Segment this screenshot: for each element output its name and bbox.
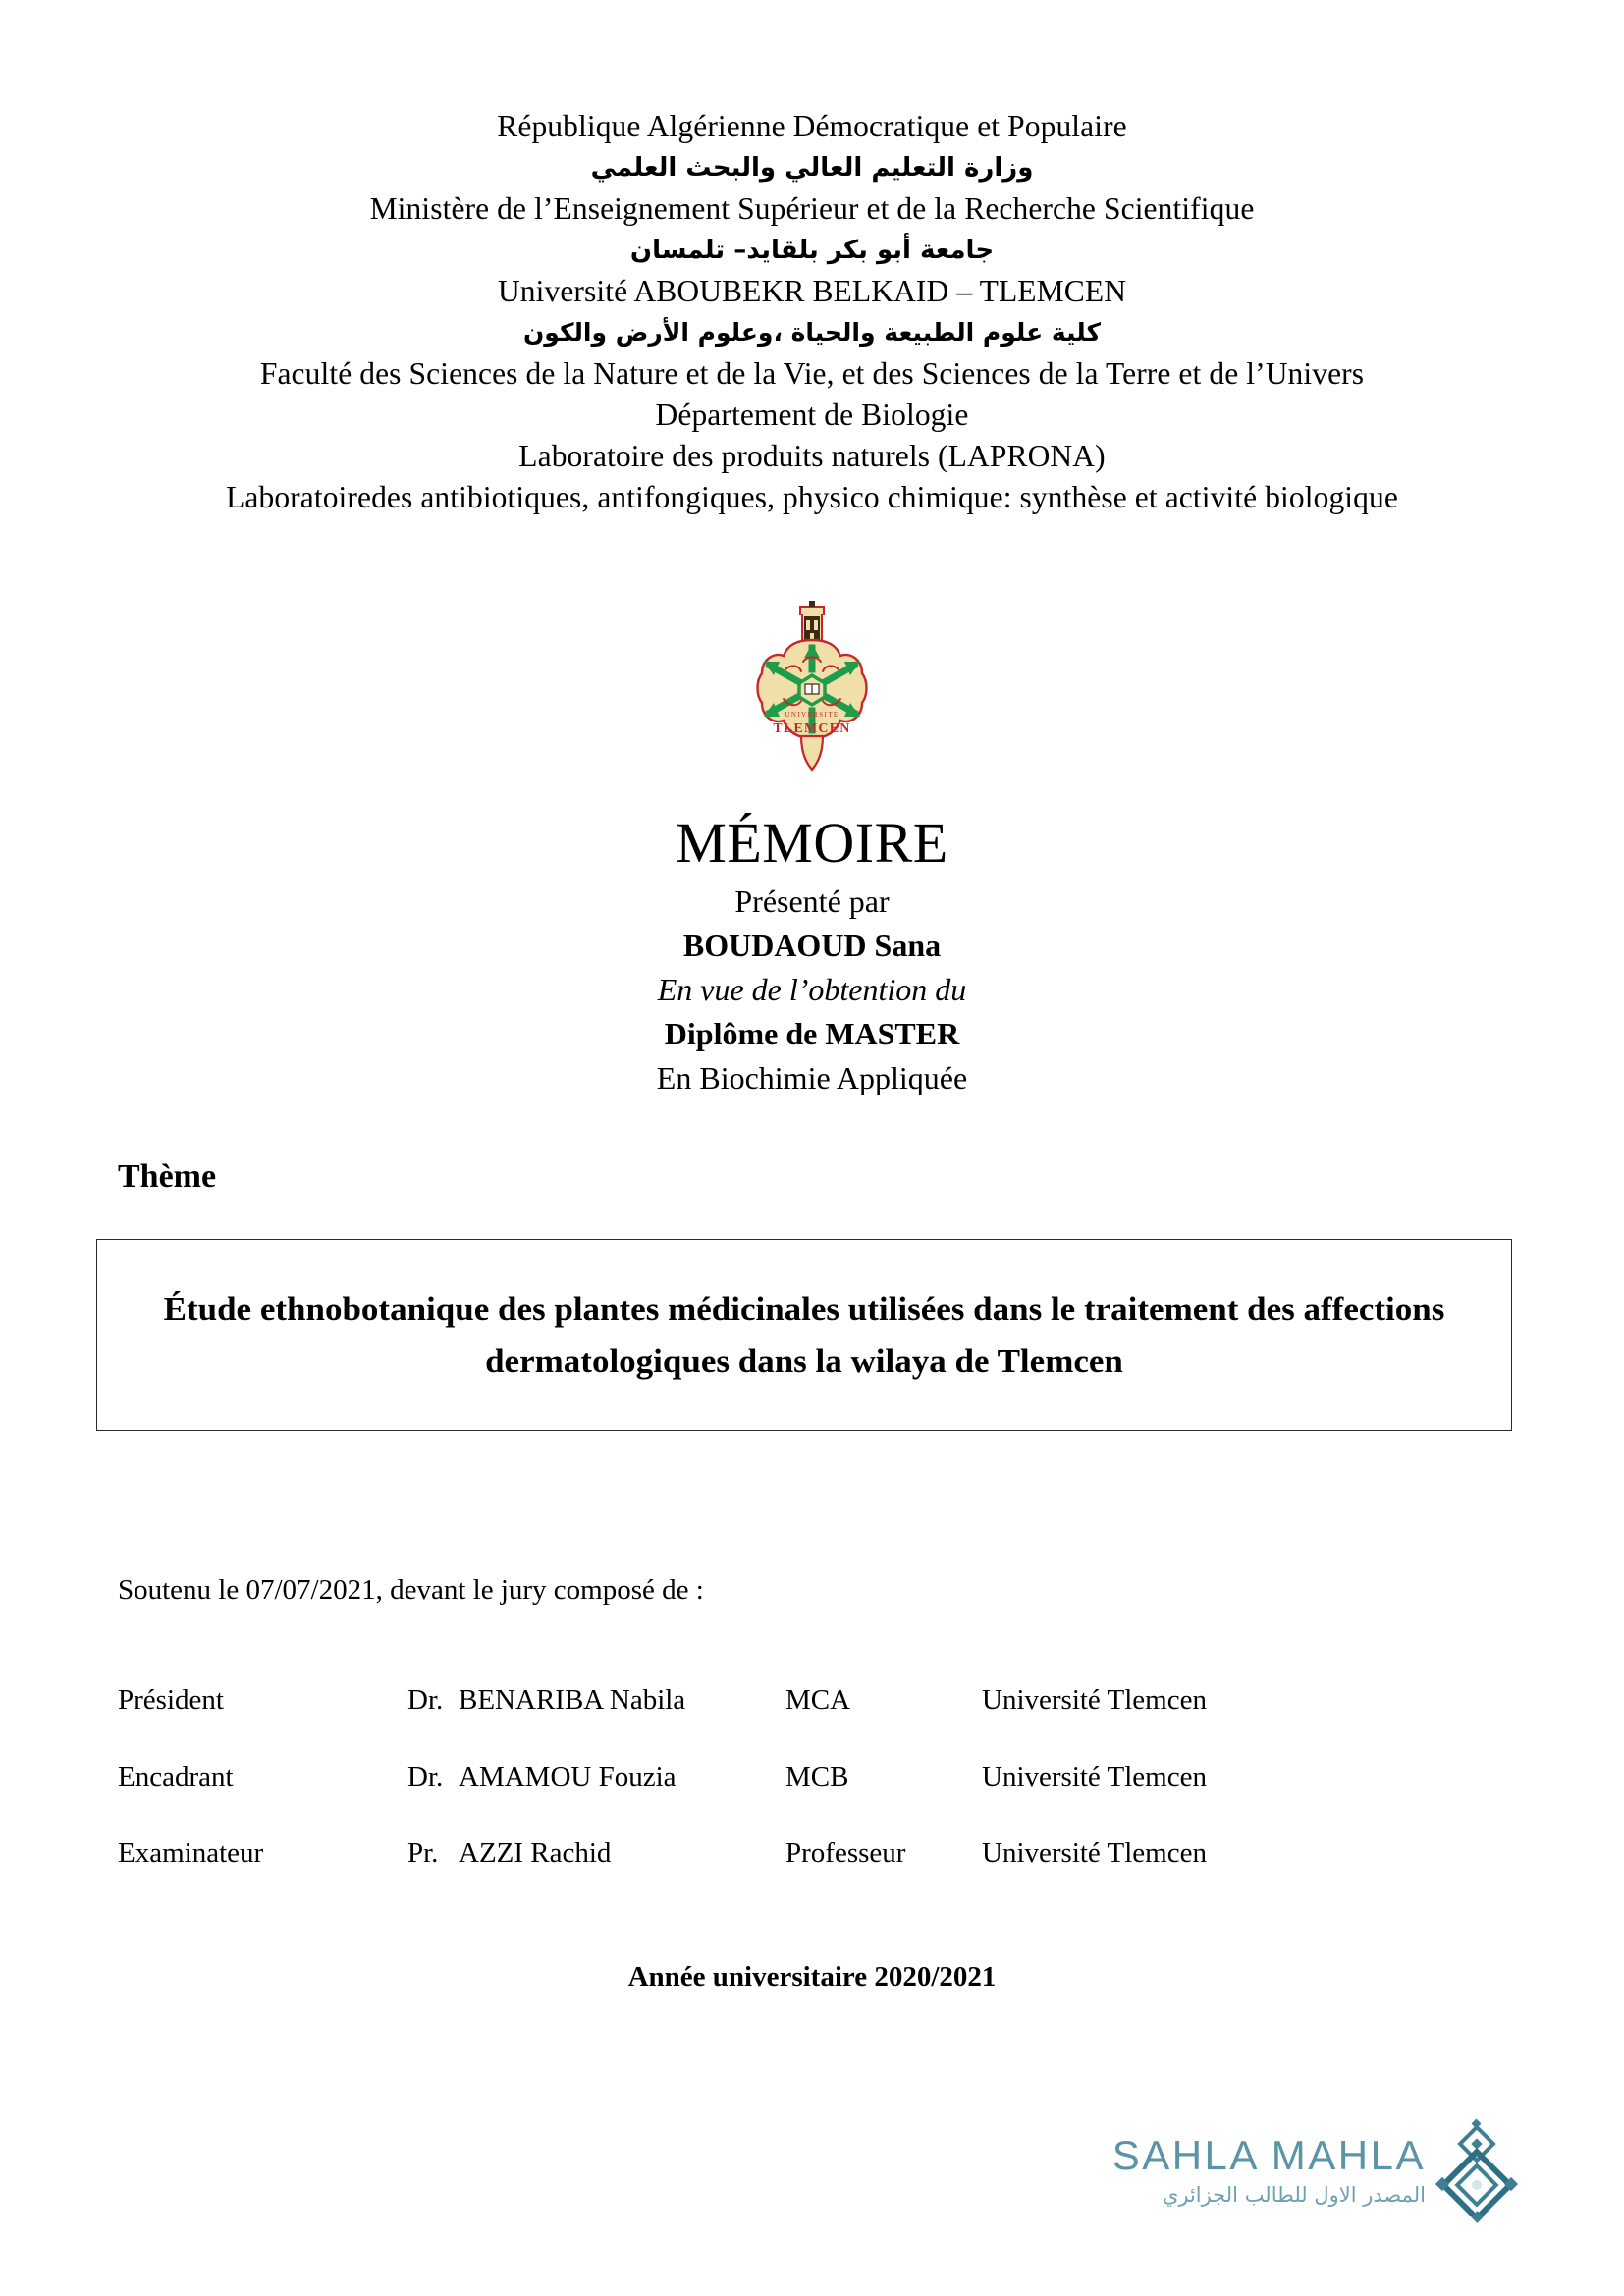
header-line-ministry-fr: Ministère de l’Enseignement Supérieur et de la Recherche Scientifique <box>369 191 1255 226</box>
jury-affiliation: Université Tlemcen <box>982 1684 1207 1716</box>
jury-list <box>118 1681 1394 1873</box>
jury-fullname: AMAMOU Fouzia <box>459 1761 677 1792</box>
header-line-department: Département de Biologie <box>655 398 969 432</box>
header-line-laboratory-antibiotics: Laboratoiredes antibiotiques, antifongiques, physico chimique: synthèse et activité biologique <box>226 480 1398 514</box>
university-tlemcen-logo-icon <box>752 601 872 773</box>
institution-header <box>93 106 1531 518</box>
jury-role: Examinateur <box>118 1838 264 1869</box>
jury-title: Pr. <box>407 1838 439 1869</box>
degree-name: Diplôme de MASTER <box>664 1016 960 1051</box>
jury-role: Encadrant <box>118 1761 234 1792</box>
logo-ring-text: UNIVERSITE <box>785 711 839 719</box>
jury-title: Dr. <box>407 1761 444 1792</box>
defense-statement: Soutenu le 07/07/2021, devant le jury composé de : <box>118 1575 704 1606</box>
thesis-title: Étude ethnobotanique des plantes médicinales utilisées dans le traitement des affections dermatologiques dans la wilaya de Tlemcen <box>163 1290 1445 1380</box>
jury-row <box>118 1681 1394 1720</box>
jury-grade: Professeur <box>785 1838 906 1869</box>
sahla-mahla-watermark <box>1108 2118 1520 2244</box>
author-name: BOUDAOUD Sana <box>682 928 942 963</box>
jury-grade: MCA <box>785 1684 851 1716</box>
header-line-laboratory-laprona: Laboratoire des produits naturels (LAPRONA) <box>518 439 1106 473</box>
header-line-university-fr: Université ABOUBEKR BELKAID – TLEMCEN <box>497 274 1127 308</box>
jury-role: Président <box>118 1684 224 1716</box>
theme-title-box <box>96 1239 1512 1431</box>
header-line-university-ar: جامعة أبو بكر بلقايد– تلمسان <box>629 236 995 265</box>
specialty-name: En Biochimie Appliquée <box>656 1060 968 1095</box>
header-line-faculty-fr: Faculté des Sciences de la Nature et de la Vie, et des Sciences de la Terre et de l’Univers <box>259 356 1365 391</box>
university-logo-container <box>0 601 1624 773</box>
sahla-mahla-diamond-icon <box>1435 2118 1520 2224</box>
jury-name <box>407 1757 785 1796</box>
jury-name <box>407 1681 785 1720</box>
jury-row <box>118 1757 1394 1796</box>
jury-affiliation: Université Tlemcen <box>982 1761 1207 1792</box>
header-line-republic-fr: République Algérienne Démocratique et Populaire <box>497 109 1127 143</box>
jury-fullname: BENARIBA Nabila <box>459 1684 686 1716</box>
jury-fullname: AZZI Rachid <box>459 1838 612 1869</box>
theme-label: Thème <box>118 1158 217 1195</box>
jury-affiliation: Université Tlemcen <box>982 1838 1207 1869</box>
logo-bottom-text: TLEMCEN <box>773 721 851 736</box>
jury-grade: MCB <box>785 1761 849 1792</box>
jury-name <box>407 1834 785 1873</box>
jury-row <box>118 1834 1394 1873</box>
academic-year: Année universitaire 2020/2021 <box>627 1961 997 1993</box>
jury-title: Dr. <box>407 1684 444 1716</box>
in-view-of-label: En vue de l’obtention du <box>657 972 967 1007</box>
presented-by-label: Présenté par <box>734 883 890 919</box>
watermark-tagline: المصدر الاول للطالب الجزائري <box>1162 2183 1426 2207</box>
memoire-block <box>0 813 1624 1100</box>
memoire-heading: MÉMOIRE <box>676 811 948 875</box>
watermark-brand-name: SAHLA MAHLA <box>1111 2132 1426 2178</box>
header-line-faculty-ar: كلية علوم الطبيعة والحياة ،وعلوم الأرض والكون <box>522 318 1102 347</box>
header-line-ministry-ar: وزارة التعليم العالي والبحث العلمي <box>590 153 1034 183</box>
